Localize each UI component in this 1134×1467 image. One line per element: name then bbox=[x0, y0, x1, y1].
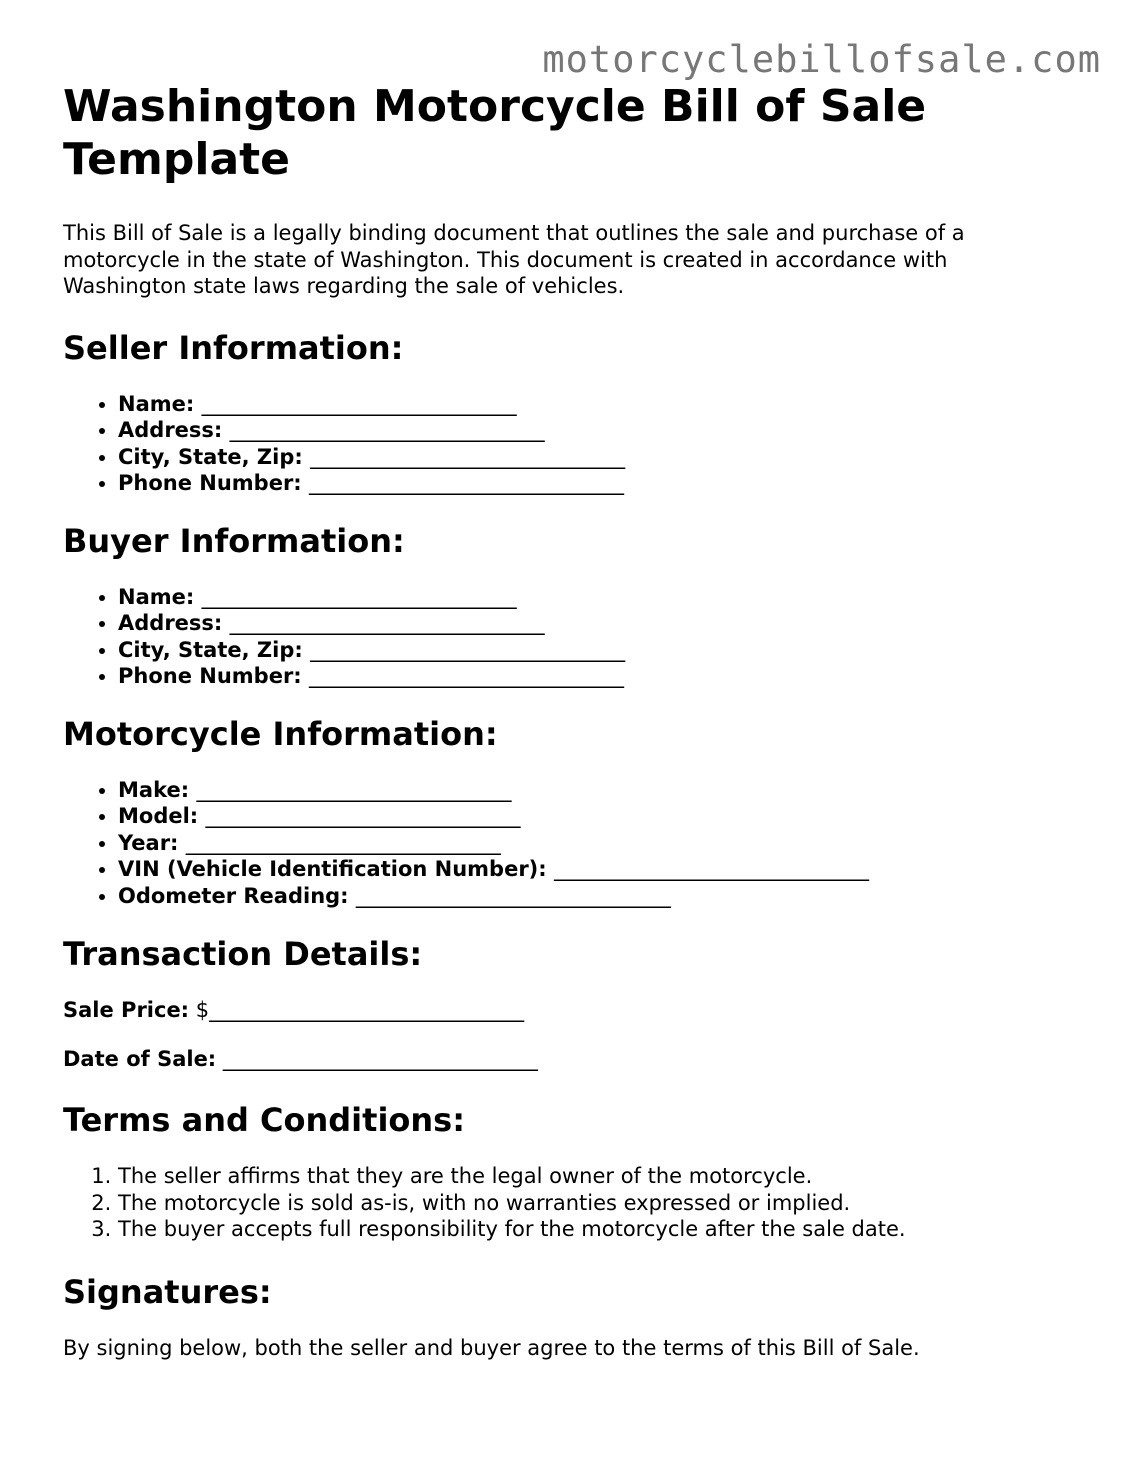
field-label: Odometer Reading: bbox=[118, 883, 349, 908]
motorcycle-fields bbox=[63, 777, 1073, 910]
field-item bbox=[118, 610, 1073, 637]
terms-list bbox=[63, 1163, 1073, 1243]
currency-symbol: $ bbox=[195, 998, 210, 1022]
field-item bbox=[118, 883, 1073, 910]
blank-line: ______________________________ bbox=[309, 664, 625, 688]
buyer-fields bbox=[63, 584, 1073, 690]
blank-line: ______________________________ bbox=[201, 391, 517, 416]
field-item bbox=[118, 856, 1073, 883]
seller-fields bbox=[63, 391, 1073, 497]
field-item bbox=[118, 444, 1073, 471]
field-item bbox=[118, 417, 1073, 444]
field-label: VIN (Vehicle Identification Number): bbox=[118, 857, 547, 881]
blank-line: ______________________________ bbox=[309, 471, 625, 495]
signatures-heading: Signatures: bbox=[63, 1272, 272, 1311]
blank-line: ______________________________ bbox=[185, 830, 501, 855]
field-label: Model: bbox=[118, 804, 199, 828]
transaction-heading: Transaction Details: bbox=[63, 935, 423, 973]
field-label: Phone Number: bbox=[118, 471, 302, 495]
term-item: 2. The motorcycle is sold as-is, with no warranties expressed or implied. bbox=[118, 1190, 1073, 1217]
field-label: Year: bbox=[118, 830, 179, 855]
intro-paragraph: This Bill of Sale is a legally binding document that outlines the sale and purchase of a motorcycle in the state of Washington. This document is created in accordance with Washington state laws regarding the sale of vehicles. bbox=[63, 221, 965, 298]
blank-line: ______________________________ bbox=[209, 998, 525, 1022]
terms-heading: Terms and Conditions: bbox=[63, 1101, 466, 1139]
field-label: Name: bbox=[118, 391, 195, 416]
blank-line: ______________________________ bbox=[201, 584, 517, 609]
field-item bbox=[118, 777, 1073, 804]
term-item: 3. The buyer accepts full responsibility for the motorcycle after the sale date. bbox=[118, 1216, 1073, 1243]
blank-line: ______________________________ bbox=[553, 857, 869, 881]
field-label: Name: bbox=[118, 584, 195, 609]
blank-line: ______________________________ bbox=[229, 418, 545, 442]
date-of-sale-label: Date of Sale: bbox=[63, 1046, 217, 1071]
date-of-sale-row bbox=[63, 1046, 1073, 1073]
blank-line: ______________________________ bbox=[310, 637, 626, 662]
blank-line: ______________________________ bbox=[196, 777, 512, 802]
field-label: City, State, Zip: bbox=[118, 444, 303, 469]
blank-line: ______________________________ bbox=[310, 444, 626, 469]
motorcycle-heading: Motorcycle Information: bbox=[63, 714, 498, 753]
field-item bbox=[118, 803, 1073, 830]
field-item bbox=[118, 584, 1073, 611]
field-label: City, State, Zip: bbox=[118, 637, 303, 662]
field-item bbox=[118, 391, 1073, 418]
signatures-text: By signing below, both the seller and buyer agree to the terms of this Bill of Sale. bbox=[63, 1335, 920, 1360]
seller-heading: Seller Information: bbox=[63, 328, 404, 367]
field-item bbox=[118, 470, 1073, 497]
field-label: Phone Number: bbox=[118, 664, 302, 688]
document-body bbox=[63, 80, 1073, 1361]
field-label: Address: bbox=[118, 611, 223, 635]
field-item bbox=[118, 637, 1073, 664]
blank-line: ______________________________ bbox=[355, 883, 671, 908]
blank-line: ______________________________ bbox=[222, 1046, 538, 1071]
page-title: Washington Motorcycle Bill of Sale Template bbox=[63, 81, 927, 185]
field-label: Address: bbox=[118, 418, 223, 442]
blank-line: ______________________________ bbox=[205, 804, 521, 828]
term-item: 1. The seller affirms that they are the legal owner of the motorcycle. bbox=[118, 1163, 1073, 1190]
field-item bbox=[118, 663, 1073, 690]
field-item bbox=[118, 830, 1073, 857]
blank-line: ______________________________ bbox=[229, 611, 545, 635]
watermark: motorcyclebillofsale.com bbox=[542, 38, 1101, 81]
sale-price-row bbox=[63, 997, 1073, 1024]
field-label: Make: bbox=[118, 777, 190, 802]
buyer-heading: Buyer Information: bbox=[63, 521, 405, 560]
sale-price-label: Sale Price: bbox=[63, 998, 190, 1022]
